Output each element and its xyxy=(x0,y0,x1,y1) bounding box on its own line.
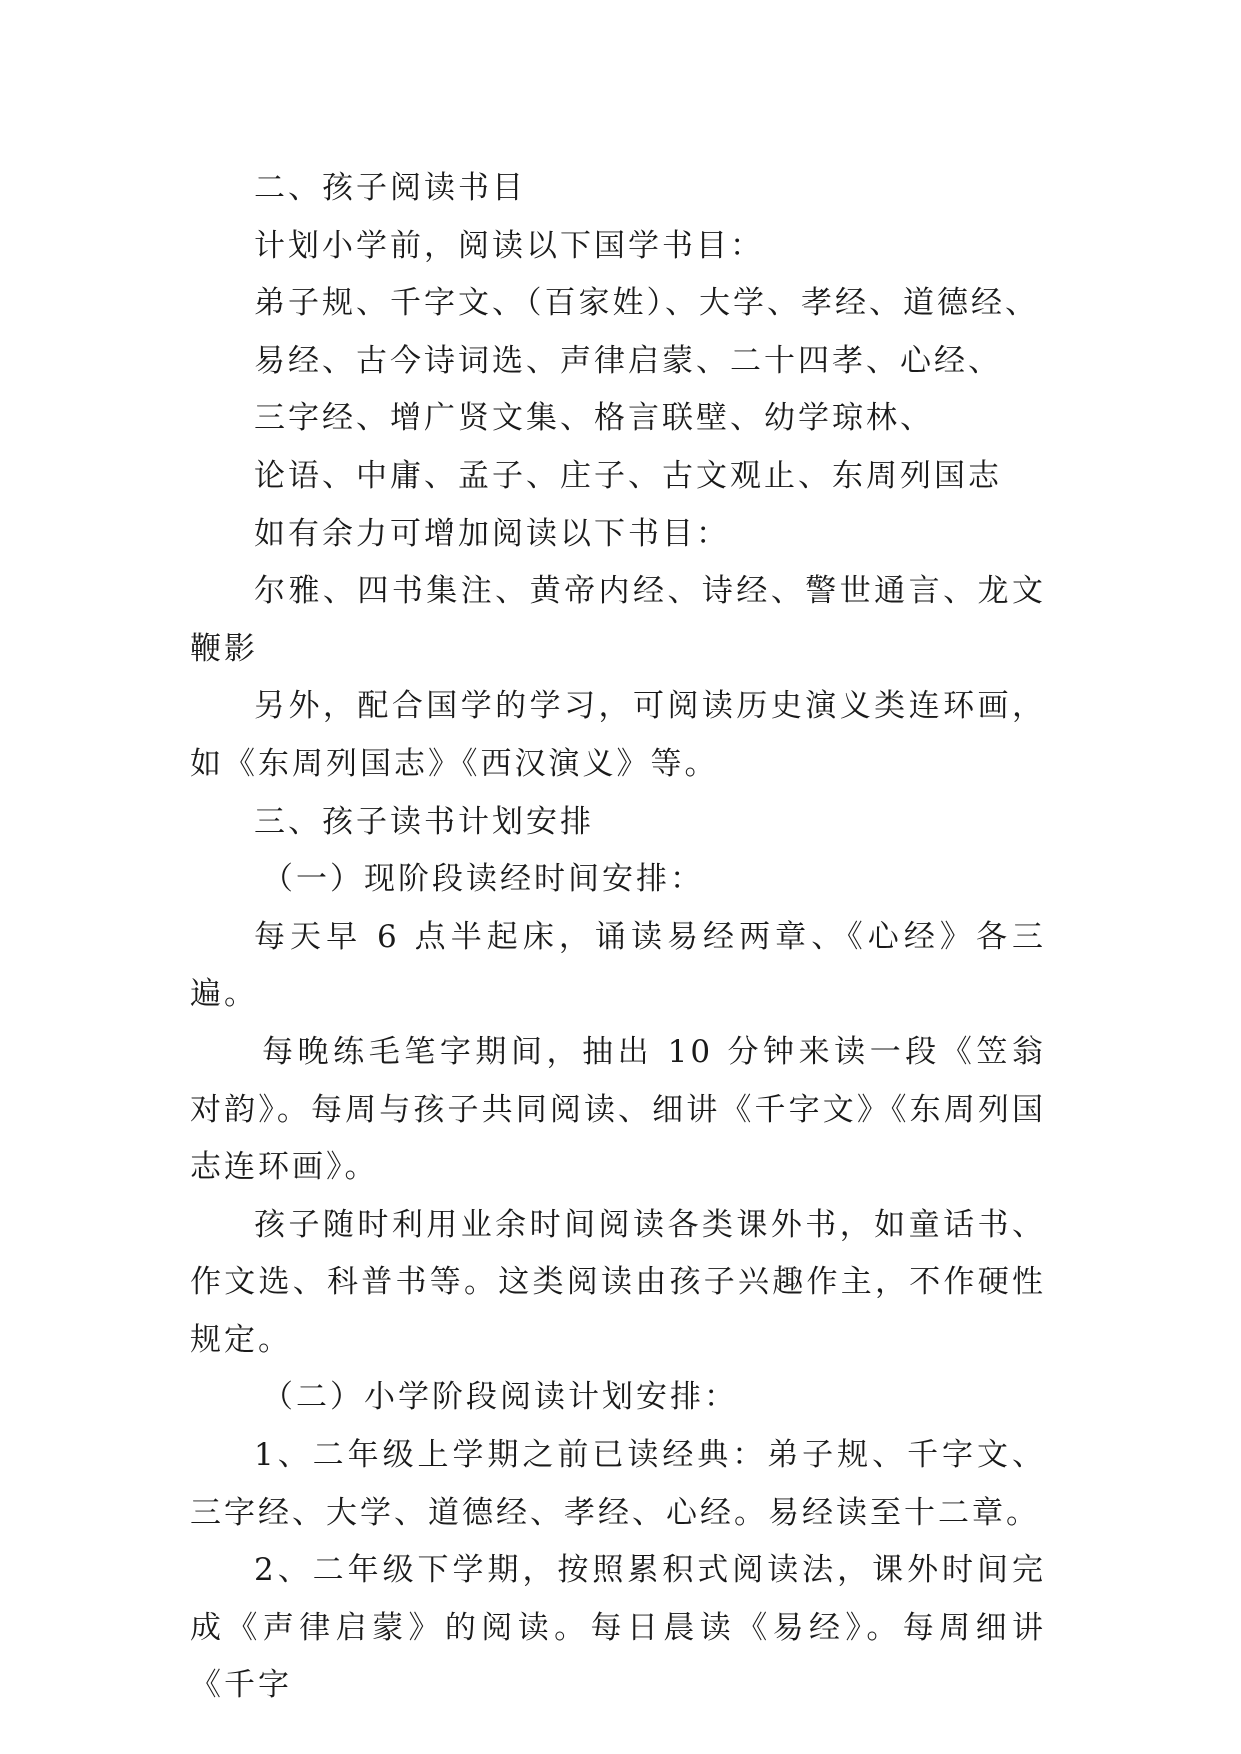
paragraph: 每晚练毛笔字期间，抽出 10 分钟来读一段《笠翁对韵》。每周与孩子共同阅读、细讲《千字文》《东周列国志连环画》。 xyxy=(190,1033,1046,1186)
book-list-line: 弟子规、千字文、（百家姓）、大学、孝经、道德经、 xyxy=(254,285,1039,322)
section-heading: 二、孩子阅读书目 xyxy=(254,170,526,206)
paragraph: 计划小学前，阅读以下国学书目： xyxy=(254,227,764,264)
paragraph: 如有余力可增加阅读以下书目： xyxy=(254,515,730,552)
document-body xyxy=(190,160,1046,1715)
section-heading: 三、孩子读书计划安排 xyxy=(254,803,594,840)
paragraph: 孩子随时利用业余时间阅读各类课外书，如童话书、作文选、科普书等。这类阅读由孩子兴趣作主，不作硬性规定。 xyxy=(190,1206,1046,1358)
book-list-line: 易经、古今诗词选、声律启蒙、二十四孝、心经、 xyxy=(254,342,1002,379)
paragraph: 每天早 6 点半起床，诵读易经两章、《心经》各三遍。 xyxy=(190,918,1046,1013)
book-list-line: 论语、中庸、孟子、庄子、古文观止、东周列国志 xyxy=(254,457,1002,494)
subsection-heading: （一）现阶段读经时间安排： xyxy=(262,861,704,898)
subsection-heading: （二）小学阶段阅读计划安排： xyxy=(262,1379,738,1416)
paragraph: 2、二年级下学期，按照累积式阅读法，课外时间完成《声律启蒙》的阅读。每日晨读《易经》。每周细讲《千字 xyxy=(190,1552,1046,1704)
book-list-line: 尔雅、四书集注、黄帝内经、诗经、警世通言、龙文鞭影 xyxy=(190,573,1046,667)
book-list-line: 三字经、增广贤文集、格言联壁、幼学琼林、 xyxy=(254,400,934,437)
paragraph: 另外，配合国学的学习，可阅读历史演义类连环画，如《东周列国志》《西汉演义》等。 xyxy=(190,688,1046,782)
paragraph: 1、二年级上学期之前已读经典：弟子规、千字文、三字经、大学、道德经、孝经、心经。易经读至十二章。 xyxy=(190,1437,1046,1531)
